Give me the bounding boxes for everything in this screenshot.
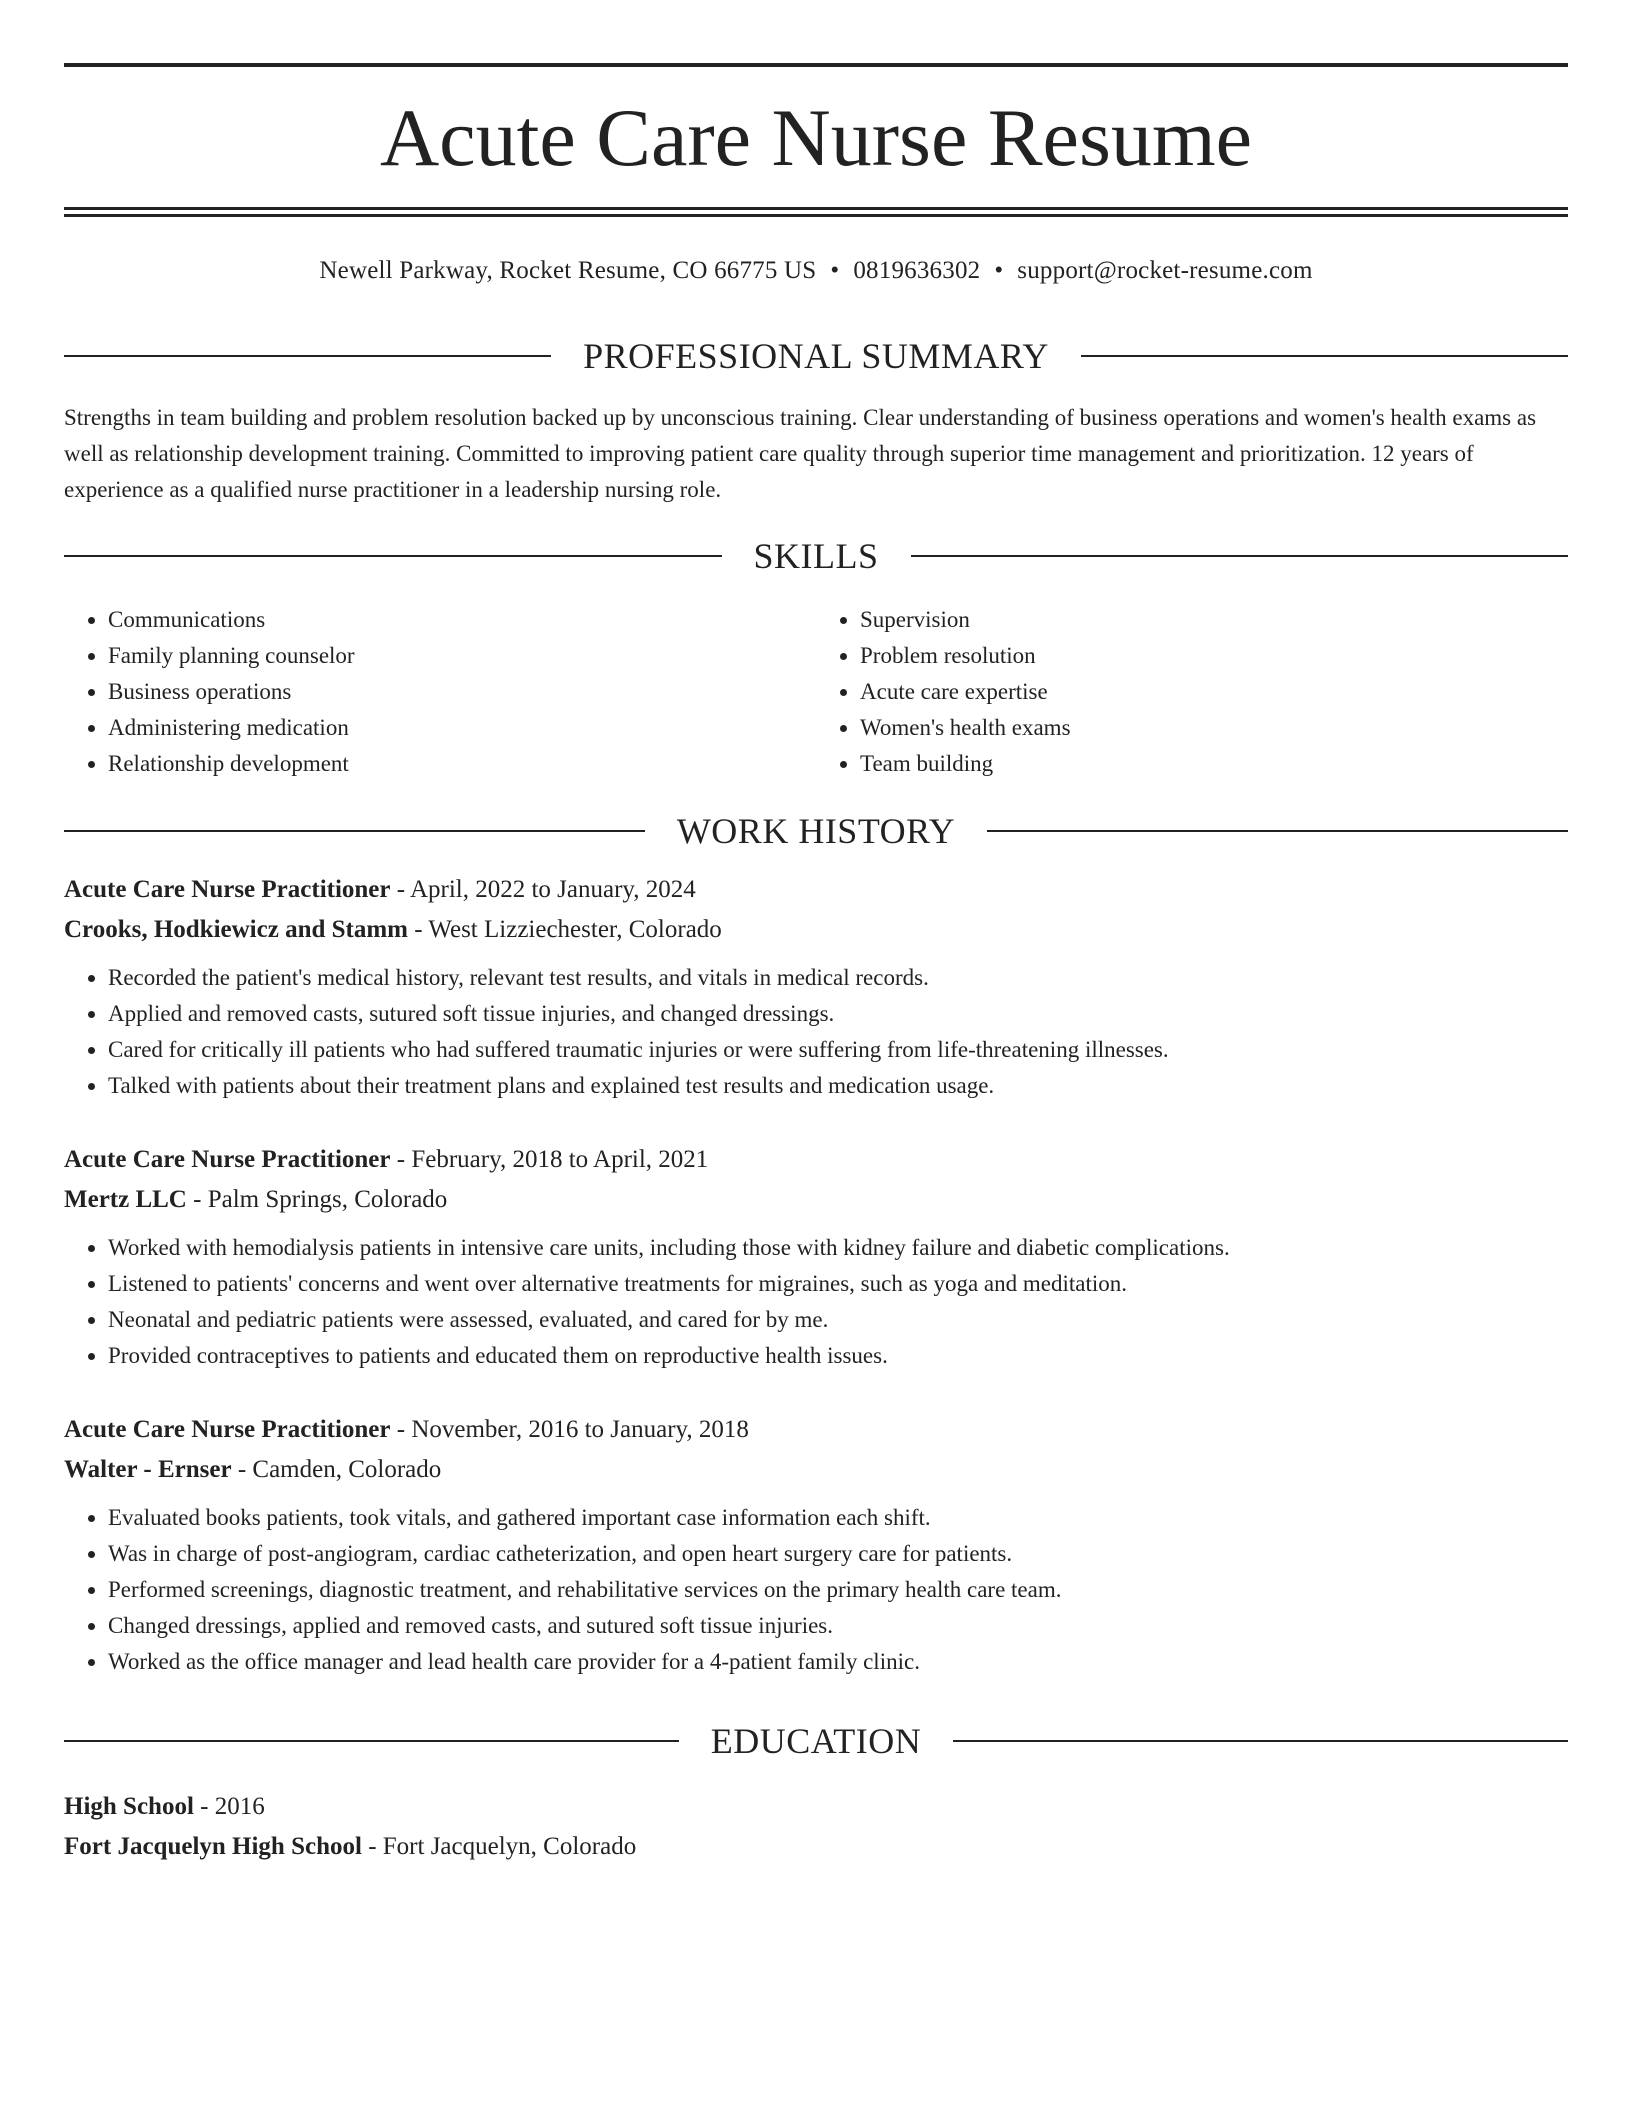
heading-rule [64, 355, 551, 357]
skill-item: • Team building [860, 746, 1568, 782]
skills-list [64, 602, 1568, 782]
job-dates: - April, 2022 to January, 2024 [390, 876, 696, 903]
job-bullet: • Evaluated books patients, took vitals, and gathered important case information each shift. [108, 1500, 1568, 1536]
education-heading-label: EDUCATION [710, 1721, 922, 1761]
contact-separator: • [994, 257, 1004, 284]
job-title: Acute Care Nurse Practitioner [64, 1146, 391, 1173]
summary-heading-label: PROFESSIONAL SUMMARY [583, 336, 1049, 376]
skills-column-left [64, 602, 816, 782]
skill-item: • Supervision [860, 602, 1568, 638]
job-company-line [64, 910, 1568, 950]
education-year: - 2016 [193, 1793, 265, 1820]
work-heading-label: WORK HISTORY [676, 811, 956, 851]
job-location: - Palm Springs, Colorado [186, 1186, 448, 1213]
job-dates: - February, 2018 to April, 2021 [390, 1146, 709, 1173]
job-dates: - November, 2016 to January, 2018 [390, 1416, 749, 1443]
education-heading [64, 1719, 1568, 1763]
job-entry [64, 1140, 1568, 1374]
heading-rule [1081, 355, 1568, 357]
top-rule [64, 63, 1568, 67]
contact-line [64, 254, 1568, 288]
job-title-line [64, 870, 1568, 910]
skill-item: • Communications [108, 602, 816, 638]
job-company-line [64, 1450, 1568, 1490]
skill-item: • Acute care expertise [860, 674, 1568, 710]
contact-address: Newell Parkway, Rocket Resume, CO 66775 US [319, 257, 817, 284]
job-title: Acute Care Nurse Practitioner [64, 1416, 391, 1443]
heading-rule [64, 830, 645, 832]
contact-phone: 0819636302 [853, 257, 981, 284]
education-entry [64, 1787, 1568, 1867]
job-bullet: • Recorded the patient's medical history, relevant test results, and vitals in medical records. [108, 960, 1568, 996]
job-bullet: • Talked with patients about their treatment plans and explained test results and medication usage. [108, 1068, 1568, 1104]
job-location: - West Lizziechester, Colorado [408, 916, 722, 943]
contact-separator: • [830, 257, 840, 284]
skill-item: • Family planning counselor [108, 638, 816, 674]
job-entry [64, 1410, 1568, 1680]
education-school: Fort Jacquelyn High School [64, 1833, 362, 1860]
skills-heading-label: SKILLS [753, 536, 879, 576]
skill-item: • Relationship development [108, 746, 816, 782]
job-bullet: • Neonatal and pediatric patients were assessed, evaluated, and cared for by me. [108, 1302, 1568, 1338]
education-school-line [64, 1827, 1568, 1867]
job-bullets [64, 1500, 1568, 1680]
job-bullet: • Was in charge of post-angiogram, cardiac catheterization, and open heart surgery care for patients. [108, 1536, 1568, 1572]
skill-item: • Administering medication [108, 710, 816, 746]
heading-rule [911, 555, 1569, 557]
heading-rule [64, 555, 722, 557]
skill-item: • Business operations [108, 674, 816, 710]
skills-heading [64, 534, 1568, 578]
job-bullet: • Changed dressings, applied and removed casts, and sutured soft tissue injuries. [108, 1608, 1568, 1644]
summary-heading [64, 334, 1568, 378]
job-location: - Camden, Colorado [231, 1456, 442, 1483]
work-heading [64, 809, 1568, 853]
job-bullet: • Cared for critically ill patients who had suffered traumatic injuries or were suffering from life-threatening illnesses. [108, 1032, 1568, 1068]
job-bullet: • Performed screenings, diagnostic treatment, and rehabilitative services on the primary health care team. [108, 1572, 1568, 1608]
job-company: Crooks, Hodkiewicz and Stamm [64, 916, 409, 943]
job-bullet: • Provided contraceptives to patients and educated them on reproductive health issues. [108, 1338, 1568, 1374]
job-company-line [64, 1180, 1568, 1220]
job-bullet: • Listened to patients' concerns and went over alternative treatments for migraines, such as yoga and meditation. [108, 1266, 1568, 1302]
job-entry [64, 870, 1568, 1104]
job-title-line [64, 1410, 1568, 1450]
job-company: Walter - Ernser [64, 1456, 232, 1483]
education-location: - Fort Jacquelyn, Colorado [361, 1833, 637, 1860]
education-degree-line [64, 1787, 1568, 1827]
title-double-rule [64, 207, 1568, 217]
skill-item: • Women's health exams [860, 710, 1568, 746]
job-title-line [64, 1140, 1568, 1180]
job-bullets [64, 960, 1568, 1104]
job-bullets [64, 1230, 1568, 1374]
heading-rule [64, 1740, 679, 1742]
summary-text: Strengths in team building and problem resolution backed up by unconscious training. Clear understanding of business operations and women's health exams as well as relationship development training. Committed to improving patient care quality through superior time management and prioritization. 12 years of experience as a qualified nurse practitioner in a leadership nursing role. [64, 405, 1537, 502]
job-bullet: • Applied and removed casts, sutured soft tissue injuries, and changed dressings. [108, 996, 1568, 1032]
heading-rule [953, 1740, 1568, 1742]
job-bullet: • Worked with hemodialysis patients in intensive care units, including those with kidney failure and diabetic complications. [108, 1230, 1568, 1266]
resume-title: Acute Care Nurse Resume [379, 92, 1253, 183]
job-bullet: • Worked as the office manager and lead health care provider for a 4-patient family clinic. [108, 1644, 1568, 1680]
skills-column-right [816, 602, 1568, 782]
heading-rule [987, 830, 1568, 832]
job-company: Mertz LLC [64, 1186, 187, 1213]
skill-item: • Problem resolution [860, 638, 1568, 674]
education-degree: High School [64, 1793, 194, 1820]
contact-email[interactable]: support@rocket-resume.com [1017, 257, 1313, 284]
job-title: Acute Care Nurse Practitioner [64, 876, 391, 903]
